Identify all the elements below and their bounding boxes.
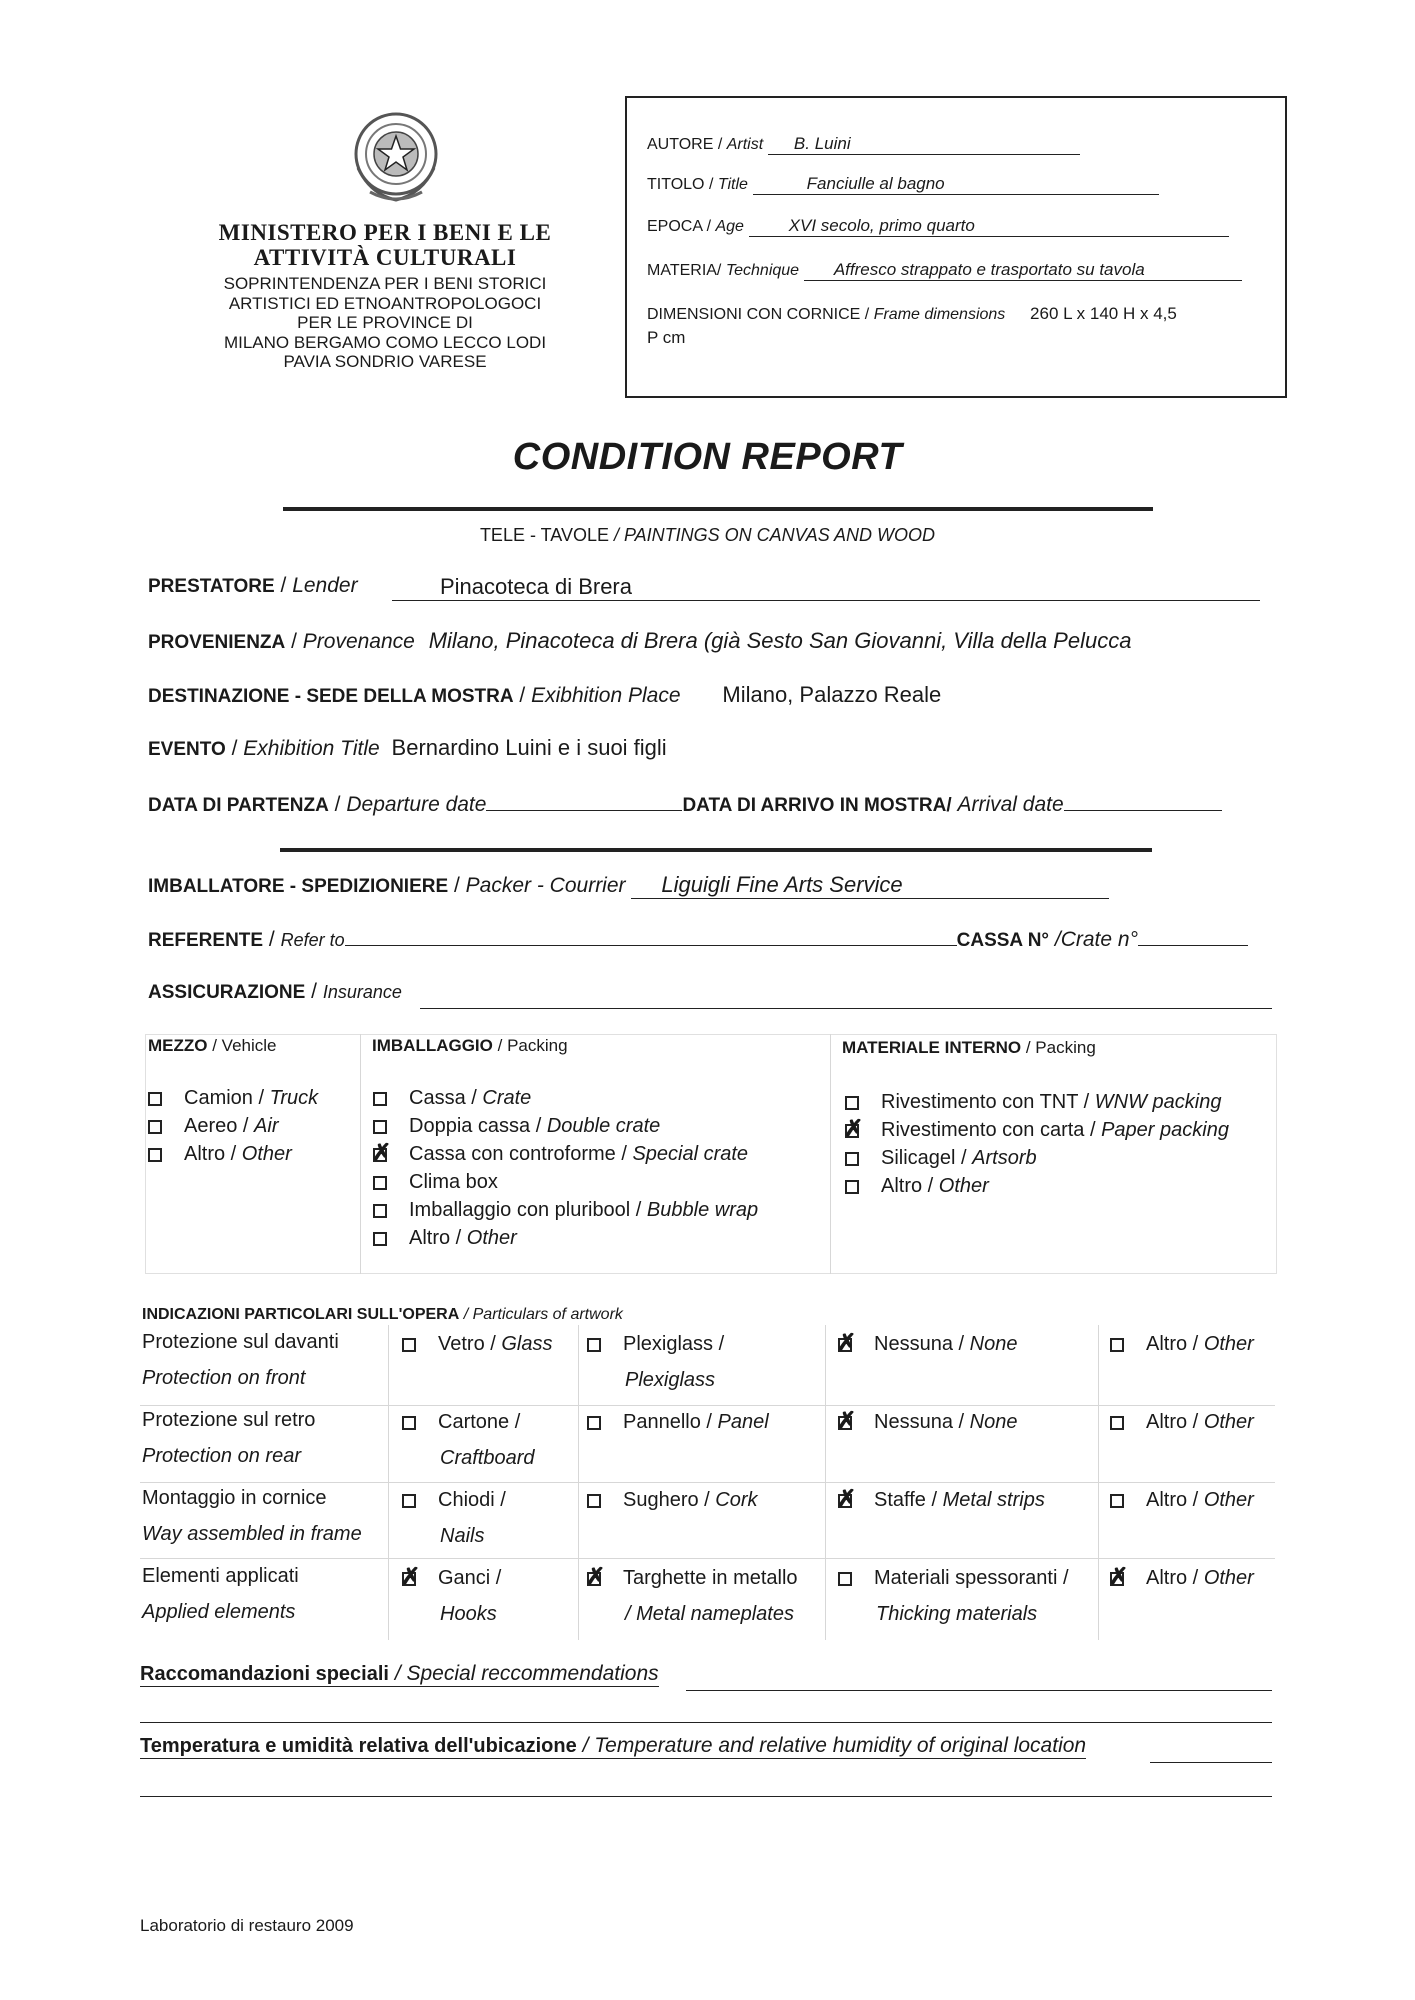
option-label: Silicagel [881,1147,956,1169]
column-divider [578,1325,579,1640]
italian-republic-emblem-icon [350,108,442,206]
lender-value: Pinacoteca di Brera [440,574,632,599]
author-label-en: Artist [726,136,764,153]
particulars-head-it: INDICAZIONI PARTICOLARI SULL'OPERA [142,1306,460,1323]
vehicle-option-truck[interactable]: Camion / Truck [148,1084,318,1112]
provenance-label: PROVENIENZA [148,632,286,653]
option-label: Altro / [1146,1411,1199,1433]
checkbox[interactable] [402,1338,416,1352]
option-label: Sughero / [623,1489,710,1511]
particulars-option[interactable] [587,1482,758,1518]
option-label: Cassa [409,1087,466,1109]
subtitle-en: / PAINTINGS ON CANVAS AND WOOD [614,525,936,545]
event-row: EVENTO / Exhibition Title Bernardino Luini e i suoi figli [148,735,667,760]
particulars-head-en: / Particulars of artwork [463,1306,623,1323]
option-label-en: Panel [717,1411,769,1433]
age-label: EPOCA / [647,218,716,235]
particulars-option[interactable] [838,1326,1017,1362]
event-value[interactable]: Bernardino Luini e i suoi figli [391,735,667,760]
refer-label: REFERENTE [148,930,264,951]
crate-field[interactable] [1138,925,1248,946]
checkbox[interactable] [373,1176,387,1190]
particulars-option[interactable] [402,1482,506,1554]
checkbox[interactable] [587,1338,601,1352]
checkbox[interactable] [148,1092,162,1106]
vehicle-heading [148,1036,277,1056]
section-rule [280,848,1152,852]
checkbox-checked[interactable] [1110,1572,1124,1586]
column-divider [825,1325,826,1640]
option-label-en: Other [1203,1411,1254,1433]
option-label: Altro / [1146,1333,1199,1355]
option-label-en: Nails [440,1525,485,1547]
age-line [647,216,1229,237]
packing-list [845,1088,1229,1200]
departure-field[interactable] [486,790,682,811]
technique-line [647,260,1242,281]
dimensions-value: 260 L x 140 H x 4,5 [1030,304,1177,323]
option-label-en: Hooks [440,1603,497,1625]
particulars-option[interactable] [587,1560,798,1632]
option-label-en: Artsorb [972,1147,1037,1169]
checkbox[interactable] [148,1148,162,1162]
option-label-en: Other [1203,1567,1254,1589]
technique-label-en: Technique [725,262,800,279]
option-label: Doppia cassa [409,1115,531,1137]
crate-heading [372,1036,568,1056]
checkbox[interactable] [402,1416,416,1430]
option-label: Staffe / [874,1489,938,1511]
row-label-it: Protezione sul retro [142,1409,316,1431]
refer-label-en: Refer to [280,930,345,950]
ministry-sub-line: SOPRINTENDENZA PER I BENI STORICI [223,274,547,293]
report-title: CONDITION REPORT [512,436,903,478]
option-label-en: Craftboard [440,1447,535,1469]
option-label: Imballaggio con pluribool [409,1199,631,1221]
packing-option-paper[interactable]: ✗Rivestimento con carta / Paper packing [845,1116,1229,1144]
age-field[interactable] [749,216,1229,237]
event-label: EVENTO [148,739,226,760]
option-label-en: WNW packing [1094,1091,1222,1113]
destination-row: DESTINAZIONE - SEDE DELLA MOSTRA / Exibhition Place Milano, Palazzo Reale [148,682,942,707]
option-label-en: Other [241,1143,292,1165]
checkbox[interactable] [587,1416,601,1430]
vehicle-option-other[interactable]: Altro / Other [148,1140,318,1168]
departure-label-en: Departure date [346,793,487,816]
checkbox[interactable] [373,1120,387,1134]
vehicle-list [148,1084,318,1168]
row-label-en: Protection on front [142,1367,306,1389]
option-label: Targhette in metallo [623,1567,798,1589]
temperature-row [140,1734,1086,1759]
particulars-option[interactable] [1110,1560,1254,1596]
option-label-en: Plexiglass [625,1369,716,1391]
arrival-label-en: Arrival date [957,793,1064,816]
ministry-heading [165,220,605,372]
insurance-field[interactable] [420,1008,1272,1009]
option-label-en: Metal strips [942,1489,1045,1511]
particulars-row-label [142,1402,315,1474]
crate-list [373,1084,758,1252]
column-divider [1098,1325,1099,1640]
vehicle-option-air[interactable]: Aereo / Air [148,1112,318,1140]
checkbox-checked[interactable] [838,1338,852,1352]
soprintendenza-block [165,274,605,372]
column-divider [388,1325,389,1640]
arrival-field[interactable] [1064,790,1222,811]
vehicle-head-it: MEZZO [148,1036,208,1055]
particulars-row-label [142,1324,339,1396]
dimensions-line [647,304,1177,324]
row-label-en: Protection on rear [142,1445,301,1467]
particulars-option[interactable] [587,1404,769,1440]
checkbox-checked[interactable] [838,1416,852,1430]
checkbox[interactable] [838,1572,852,1586]
option-label: Nessuna / [874,1333,965,1355]
author-line [647,134,1080,155]
temperature-label-group [140,1734,1086,1759]
particulars-heading [142,1306,623,1324]
artwork-info-box [625,96,1287,398]
packing-heading [842,1038,1096,1058]
dimensions-unit: P cm [647,328,686,347]
particulars-option[interactable] [838,1482,1045,1518]
insurance-label: ASSICURAZIONE [148,982,306,1003]
destination-label: DESTINAZIONE - SEDE DELLA MOSTRA [148,686,514,707]
option-label: Altro [184,1143,226,1165]
particulars-option[interactable] [402,1560,501,1632]
author-value: B. Luini [793,134,851,153]
checkbox[interactable] [373,1232,387,1246]
checkbox[interactable] [373,1204,387,1218]
option-label: Altro / [1146,1567,1199,1589]
technique-value: Affresco strappato e trasportato su tavola [833,260,1145,279]
option-label-en: None [969,1411,1018,1433]
ministry-sub-line: PAVIA SONDRIO VARESE [283,352,487,371]
checkbox[interactable] [402,1494,416,1508]
checkbox-checked[interactable] [587,1572,601,1586]
departure-label: DATA DI PARTENZA [148,795,329,816]
recommendations-label-group [140,1662,659,1687]
option-label: Altro / [1146,1489,1199,1511]
option-label: Rivestimento con TNT [881,1091,1079,1113]
option-label: Pannello / [623,1411,712,1433]
title-field[interactable] [753,174,1159,195]
particulars-option[interactable] [1110,1326,1254,1362]
ministry-sub-line: MILANO BERGAMO COMO LECCO LODI [223,332,547,352]
lender-label-en: Lender [292,574,358,597]
temperature-field[interactable] [1150,1762,1272,1763]
ministry-title: MINISTERO PER I BENI E LE ATTIVITÀ CULTURALI [218,220,552,270]
row-label-en: Applied elements [142,1601,296,1623]
option-label: Camion [184,1087,253,1109]
packer-label: IMBALLATORE - SPEDIZIONIERE [148,876,449,897]
vehicle-head-en: / Vehicle [212,1036,277,1055]
particulars-row-label [142,1558,299,1630]
checkbox[interactable] [587,1494,601,1508]
title-rule [283,507,1153,511]
insurance-label-en: Insurance [322,982,402,1002]
technique-label: MATERIA/ [647,262,726,279]
option-label: Chiodi / [438,1489,506,1511]
lender-field[interactable] [392,574,1260,601]
crate-head-it: IMBALLAGGIO [372,1036,493,1055]
option-label: Materiali spessoranti / [874,1567,1069,1589]
report-subtitle [0,525,1415,546]
option-label-en: Bubble wrap [646,1199,759,1221]
option-label-en: Thicking materials [876,1603,1038,1625]
column-divider [830,1034,831,1274]
option-label-en: Crate [482,1087,532,1109]
temperature-label: Temperatura e umidità relativa dell'ubicazione [140,1735,577,1757]
particulars-row-label [142,1480,362,1552]
option-label-en: None [969,1333,1018,1355]
recommendations-field-line-2[interactable] [140,1722,1272,1723]
checkbox-checked[interactable] [838,1494,852,1508]
option-label-en: Other [466,1227,517,1249]
checkbox-checked[interactable] [402,1572,416,1586]
row-divider [140,1558,1275,1559]
option-label-en: / Metal nameplates [625,1603,794,1625]
checkbox[interactable] [845,1152,859,1166]
refer-row: REFERENTE / Refer to CASSA N° /Crate n° [148,925,1248,952]
destination-value[interactable]: Milano, Palazzo Reale [722,682,942,707]
packer-label-en: Packer - Courrier [465,874,626,897]
option-label-en: Cork [715,1489,758,1511]
temperature-label-en: / Temperature and relative humidity of original location [582,1734,1087,1757]
recommendations-field[interactable] [686,1690,1272,1691]
option-label-en: Other [938,1175,989,1197]
insurance-row: ASSICURAZIONE / Insurance [148,980,402,1003]
checkbox[interactable] [148,1120,162,1134]
recommendations-row [140,1662,659,1687]
crate-head-en: / Packing [497,1036,568,1055]
crate-label-en: /Crate n° [1054,928,1138,951]
option-label: Aereo [184,1115,238,1137]
row-label-it: Montaggio in cornice [142,1487,327,1509]
title-value: Fanciulle al bagno [806,174,945,193]
option-label: Altro [409,1227,451,1249]
crate-option-bubble[interactable]: Imballaggio con pluribool / Bubble wrap [373,1196,758,1224]
option-label: Clima box [409,1171,498,1193]
recommendations-label: Raccomandazioni speciali [140,1663,389,1685]
particulars-option[interactable] [838,1560,1069,1632]
packing-option-silicagel[interactable]: Silicagel / Artsorb [845,1144,1229,1172]
checkbox[interactable] [1110,1494,1124,1508]
dimensions-label-en: Frame dimensions [873,306,1006,323]
checkbox[interactable] [373,1092,387,1106]
crate-option-double[interactable]: Doppia cassa / Double crate [373,1112,758,1140]
particulars-option[interactable] [838,1404,1017,1440]
destination-label-en: Exibhition Place [531,684,681,707]
option-label-en: Truck [269,1087,319,1109]
title-line [647,174,1159,195]
checkbox-checked[interactable] [373,1148,387,1162]
author-field[interactable] [768,134,1080,155]
option-label: Nessuna / [874,1411,965,1433]
provenance-value[interactable]: Milano, Pinacoteca di Brera (già Sesto San Giovanni, Villa della Pelucca [428,628,1132,653]
option-label: Cassa con controforme [409,1143,616,1165]
particulars-option[interactable] [1110,1404,1254,1440]
row-label-it: Elementi applicati [142,1565,299,1587]
option-label: Vetro / [438,1333,496,1355]
checkbox[interactable] [1110,1416,1124,1430]
packing-option-other[interactable]: Altro / Other [845,1172,1229,1200]
option-label: Plexiglass / [623,1333,725,1355]
option-label-en: Special crate [632,1143,749,1165]
option-label-en: Paper packing [1101,1119,1229,1141]
packing-option-tnt[interactable]: Rivestimento con TNT / WNW packing [845,1088,1229,1116]
checkbox[interactable] [1110,1338,1124,1352]
title-label-en: Title [717,176,748,193]
packing-head-en: / Packing [1025,1038,1096,1057]
refer-field[interactable] [345,925,957,946]
recommendations-label-en: / Special reccommendations [394,1662,659,1685]
option-label-en: Other [1203,1489,1254,1511]
packing-head-it: MATERIALE INTERNO [842,1038,1022,1057]
option-label: Rivestimento con carta [881,1119,1085,1141]
row-label-it: Protezione sul davanti [142,1331,339,1353]
option-label-en: Air [254,1115,279,1137]
dimensions-label: DIMENSIONI CON CORNICE / [647,306,874,323]
row-label-en: Way assembled in frame [142,1523,362,1545]
crate-option-special[interactable]: ✗Cassa con controforme / Special crate [373,1140,758,1168]
ministry-sub-line: ARTISTICI ED ETNOANTROPOLOGOCI [228,293,542,313]
arrival-label: DATA DI ARRIVO IN MOSTRA/ [682,795,952,816]
lender-label: PRESTATORE [148,576,275,597]
checkbox-checked[interactable] [845,1124,859,1138]
particulars-option[interactable] [1110,1482,1254,1518]
title-label: TITOLO / [647,176,718,193]
option-label-en: Double crate [546,1115,661,1137]
provenance-row: PROVENIENZA / Provenance Milano, Pinacoteca di Brera (già Sesto San Giovanni, Villa della Pelucca [148,628,1132,653]
age-value: XVI secolo, primo quarto [788,216,975,235]
checkbox[interactable] [845,1096,859,1110]
packer-row: IMBALLATORE - SPEDIZIONIERE / Packer - Courrier Liguigli Fine Arts Service [148,872,1109,899]
checkbox[interactable] [845,1180,859,1194]
particulars-option[interactable] [587,1326,724,1398]
crate-option-climabox[interactable] [373,1168,758,1196]
provenance-label-en: Provenance [302,630,415,653]
particulars-option[interactable] [402,1404,535,1476]
lender-row: PRESTATORE / Lender [148,574,358,597]
packer-field[interactable] [631,872,1109,899]
option-label-en: Other [1203,1333,1254,1355]
crate-option-crate[interactable]: Cassa / Crate [373,1084,758,1112]
option-label: Ganci / [438,1567,502,1589]
subtitle-it: TELE - TAVOLE [479,525,609,545]
departure-row: DATA DI PARTENZA / Departure date DATA DI ARRIVO IN MOSTRA/ Arrival date [148,790,1222,817]
option-label: Cartone / [438,1411,521,1433]
technique-field[interactable] [804,260,1242,281]
author-label: AUTORE / [647,136,727,153]
option-label-en: Glass [501,1333,553,1355]
ministry-sub-line: PER LE PROVINCE DI [297,313,473,332]
crate-option-other[interactable]: Altro / Other [373,1224,758,1252]
crate-label: CASSA N° [956,930,1050,951]
footer-note: Laboratorio di restauro 2009 [140,1916,354,1935]
particulars-option[interactable] [402,1326,553,1362]
event-label-en: Exhibition Title [243,737,380,760]
column-divider [360,1034,361,1274]
packer-value: Liguigli Fine Arts Service [661,872,903,897]
age-label-en: Age [715,218,744,235]
temperature-field-line-2[interactable] [140,1796,1272,1797]
option-label: Altro [881,1175,923,1197]
